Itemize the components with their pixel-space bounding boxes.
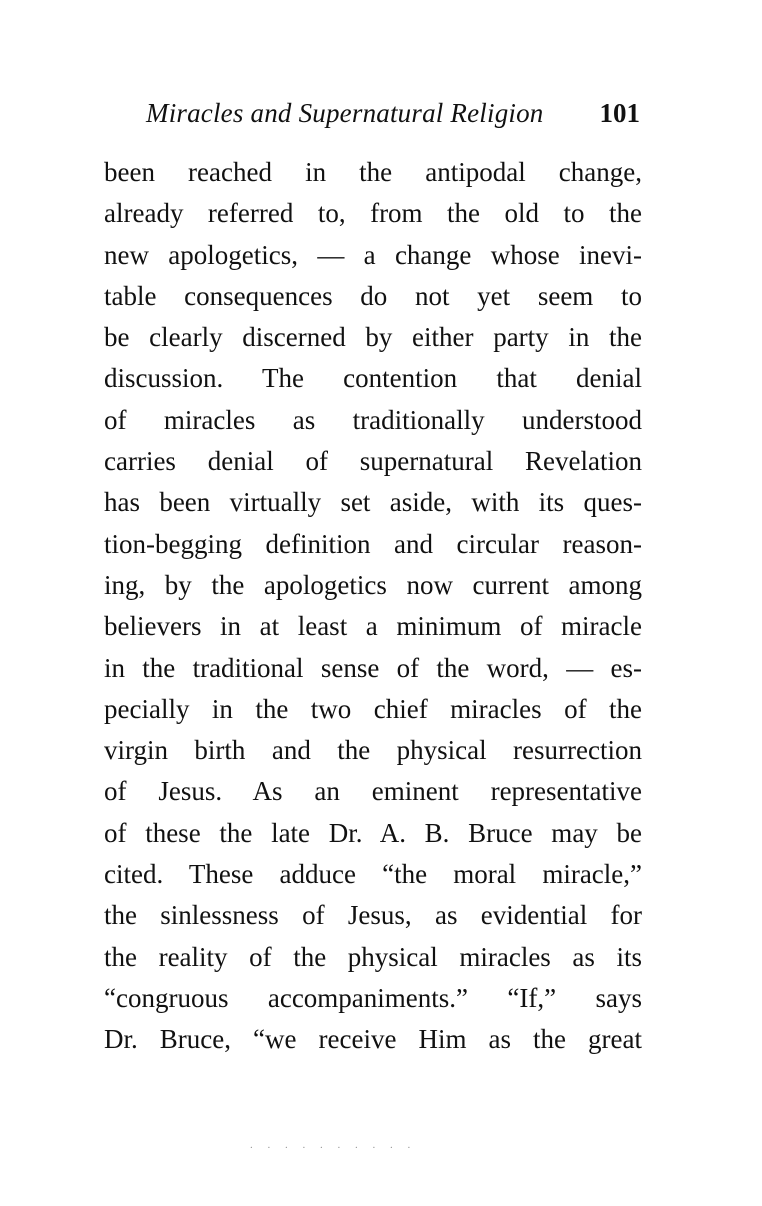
text-line: cited. These adduce “the moral miracle,” [104,859,642,890]
running-title: Miracles and Supernatural Religion [146,98,544,128]
text-line: “congruous accompaniments.” “If,” says [104,982,642,1013]
text-line: ing, by the apologetics now current among [104,569,642,600]
text-line: pecially in the two chief miracles of the [104,693,642,724]
text-line: in the traditional sense of the word, — es- [104,652,642,683]
bottom-scan-marks: . . . . . . . . . . [250,1139,417,1151]
text-line: of these the late Dr. A. B. Bruce may be [104,817,642,848]
text-line: of Jesus. As an eminent representative [104,776,642,807]
text-line: been reached in the antipodal change, [104,157,642,187]
text-line: new apologetics, — a change whose inevi- [104,239,642,270]
body-text [104,152,642,1061]
text-line: the sinlessness of Jesus, as evidential for [104,900,642,931]
text-line: of miracles as traditionally understood [104,404,642,435]
running-head [140,92,640,134]
text-line: has been virtually set aside, with its ques- [104,487,642,518]
text-line: Dr. Bruce, “we receive Him as the great [104,1024,642,1055]
text-line: be clearly discerned by either party in the [104,322,642,353]
text-line: discussion. The contention that denial [104,363,642,394]
text-line: carries denial of supernatural Revelation [104,446,642,477]
text-line: virgin birth and the physical resurrection [104,735,642,766]
text-line: already referred to, from the old to the [104,198,642,229]
text-line: the reality of the physical miracles as its [104,941,642,972]
text-line: believers in at least a minimum of miracle [104,611,642,642]
text-line: table consequences do not yet seem to [104,280,642,311]
page-number: 101 [599,98,640,128]
text-line: tion-begging definition and circular reason- [104,528,642,559]
